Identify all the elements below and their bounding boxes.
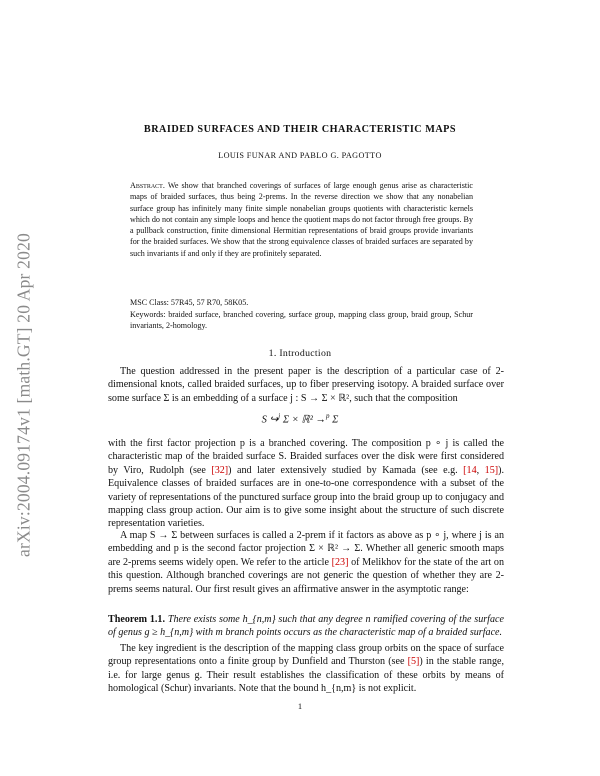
paragraph-text: A map S → Σ between surfaces is called a 2-prem if it factors as above as p ∘ j, where j is an embedding and p is the second factor projection Σ × ℝ² → Σ. Whether all generic smooth maps are 2-prems seems widely open. We refer to the article xyxy=(108,530,504,568)
citation-link[interactable]: [14 xyxy=(463,464,477,476)
abstract xyxy=(130,180,473,259)
equation-arrow1-label: j xyxy=(278,412,281,420)
paragraph-text: ). Equivalence classes of braided surfaces are in one-to-one correspondence with a subset of the variety of representations of the punctured surface group into the braid group up to conjugacy and mapping class group action. Our aim is to give some insight about the structure of such discrete representation varieties. xyxy=(108,464,505,530)
equation-middle: Σ × ℝ² xyxy=(282,414,313,426)
page-number: 1 xyxy=(297,701,303,711)
paragraph-text: of Melikhov for the state of the art on this question. Although branched coverings are not generic the question of whether they are 2-prems seems natural. Our first result gives an affirmative answer in the asymptotic range: xyxy=(108,556,504,595)
citation-link[interactable]: [5] xyxy=(407,656,420,668)
intro-paragraph-2 xyxy=(108,437,504,531)
intro-paragraph-3 xyxy=(108,529,504,596)
paragraph-text: ) in the stable range, i.e. for large genus g. Their result establishes the classification of these orbits by means of homological (Schur) invariants. Note that the bound h_{n,m} is not explicit. xyxy=(108,656,505,695)
arrow-hook-icon: ↪ xyxy=(269,414,279,426)
equation-left: S xyxy=(261,414,267,426)
paragraph-text: The key ingredient is the description of the mapping class group orbits on the space of surface group representations onto a finite group by Dunfield and Thurston (see xyxy=(108,643,504,668)
intro-paragraph-4 xyxy=(108,642,504,696)
citation-link[interactable]: [23] xyxy=(331,556,349,568)
equation-arrow2-label: p xyxy=(326,412,330,420)
theorem-1-1 xyxy=(108,613,504,640)
abstract-label: Abstract. xyxy=(130,181,165,190)
paragraph-text: The question addressed in the present paper is the description of a particular case of 2-dimensional knots, called braided surfaces, up to fiber preserving isotopy. A braided surface over some surface Σ is an embedding of a surface j : S → Σ × ℝ², such that the composition xyxy=(108,366,504,404)
theorem-label: Theorem 1.1. xyxy=(108,614,166,625)
paragraph-text: ) and later extensively studied by Kamada (see e.g. xyxy=(228,464,464,476)
keywords: Keywords: braided surface, branched covering, surface group, mapping class group, braid group, Schur invariants, 2-homology. xyxy=(130,310,473,331)
citation-link[interactable]: [32] xyxy=(211,464,229,476)
section-heading: 1. Introduction xyxy=(268,348,332,359)
arxiv-identifier-text: arXiv:2004.09174v1 [math.GT] 20 Apr 2020 xyxy=(13,233,34,557)
equation-right: Σ xyxy=(332,414,339,426)
paragraph-text: , xyxy=(476,464,485,476)
intro-paragraph-1 xyxy=(108,365,504,405)
paragraph-text: with the first factor projection p is a branched covering. The composition p ∘ j is called the characteristic map of the braided surface S. Braided surfaces over the disk were first considered by Viro, Rudolph (see xyxy=(108,438,504,476)
citation-link[interactable]: 15] xyxy=(484,464,499,476)
theorem-text: There exists some h_{n,m} such that any degree n ramified covering of the surface of genus g ≥ h_{n,m} with m branch points occurs as the characteristic map of a braided surface. xyxy=(108,614,504,639)
paper-title: BRAIDED SURFACES AND THEIR CHARACTERISTIC MAPS xyxy=(143,124,457,135)
arxiv-identifier xyxy=(8,195,40,595)
msc-class: MSC Class: 57R45, 57 R70, 58K05. xyxy=(130,298,249,307)
arrow-right-icon: → xyxy=(315,414,327,426)
abstract-text: We show that branched coverings of surfaces of large enough genus arise as characteristic maps of braided surfaces, thus being 2-prems. In the reverse direction we show that any nonabelian surface group has infinitely many finite simple nonabelian groups quotients with characteristic kernels which do not contain any simple loops and hence the quotient maps do not factor through free groups. By a pullback construction, finite dimensional Hermitian representations of braid groups provide invariants for the braided surfaces. We show that the strong equivalence classes of braided surfaces are separated by such invariants if and only if they are profinitely separated. xyxy=(130,181,473,258)
paper-authors: LOUIS FUNAR AND PABLO G. PAGOTTO xyxy=(218,151,382,160)
display-equation xyxy=(60,412,540,426)
